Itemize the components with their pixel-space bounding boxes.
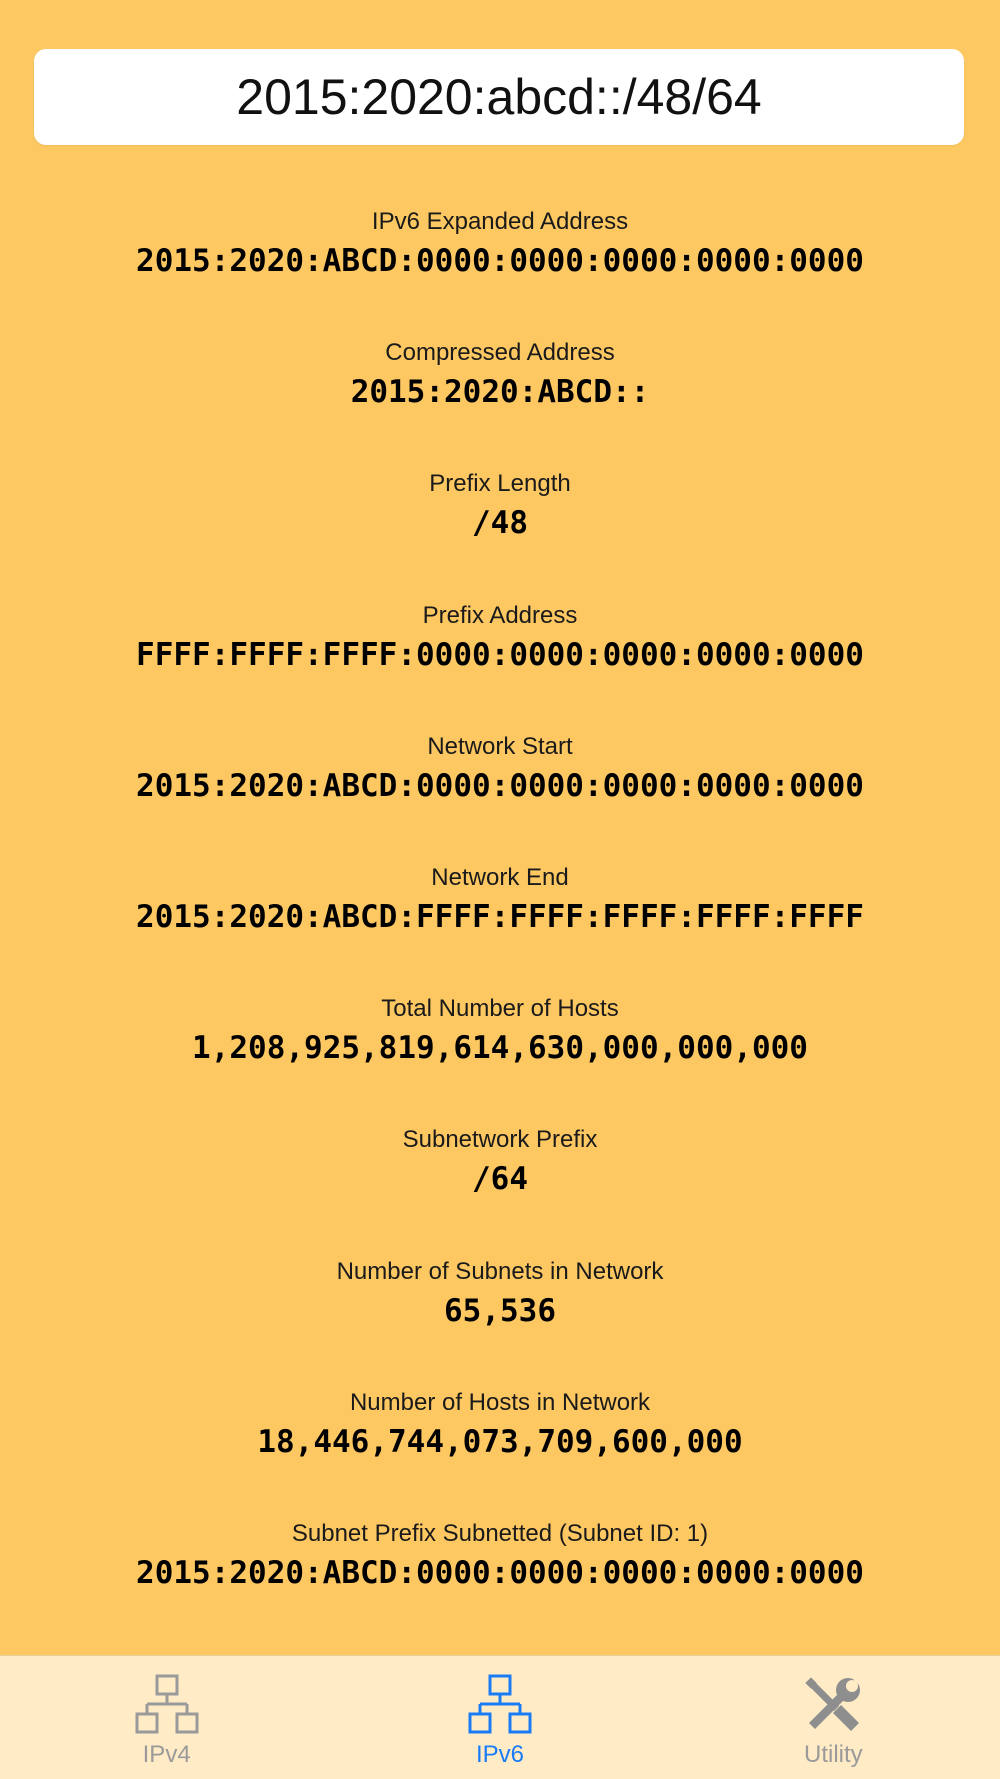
result-label: Subnet Prefix Subnetted (Subnet ID: 1) xyxy=(291,1519,709,1547)
address-input-container[interactable] xyxy=(34,49,964,145)
network-icon xyxy=(465,1672,535,1738)
tab-utility[interactable] xyxy=(667,1656,1000,1779)
result-value: /64 xyxy=(472,1161,528,1198)
result-label: IPv6 Expanded Address xyxy=(371,208,629,235)
tab-bar xyxy=(0,1655,1000,1779)
result-network-end xyxy=(0,861,1000,992)
tab-label: IPv6 xyxy=(475,1741,524,1768)
result-subnetwork-prefix xyxy=(0,1123,1000,1254)
tools-icon xyxy=(798,1672,868,1738)
result-compressed-address xyxy=(0,336,1000,467)
tab-label: IPv4 xyxy=(142,1741,191,1768)
result-label: Network Start xyxy=(427,732,573,760)
result-value: FFFF:FFFF:FFFF:0000:0000:0000:0000:0000 xyxy=(136,636,864,673)
result-subnet-prefix-subnetted xyxy=(0,1517,1000,1648)
result-value: 2015:2020:ABCD:0000:0000:0000:0000:0000 xyxy=(136,1554,864,1591)
result-subnets-in-network xyxy=(0,1255,1000,1386)
result-label: Number of Hosts in Network xyxy=(349,1388,651,1416)
result-network-start xyxy=(0,730,1000,861)
tab-ipv4[interactable] xyxy=(0,1656,333,1779)
result-value: 18,446,744,073,709,600,000 xyxy=(257,1423,743,1460)
result-hosts-in-network xyxy=(0,1386,1000,1517)
address-input[interactable] xyxy=(34,49,964,145)
result-label: Prefix Length xyxy=(429,470,571,498)
result-label: Total Number of Hosts xyxy=(381,995,619,1023)
result-value: 65,536 xyxy=(444,1292,556,1329)
result-value: 2015:2020:ABCD:FFFF:FFFF:FFFF:FFFF:FFFF xyxy=(136,898,864,935)
result-label: Compressed Address xyxy=(385,339,615,367)
result-value: 2015:2020:ABCD:0000:0000:0000:0000:0000 xyxy=(136,243,864,279)
result-label: Subnetwork Prefix xyxy=(402,1126,598,1154)
tab-label: Utility xyxy=(803,1741,863,1768)
result-prefix-length xyxy=(0,467,1000,598)
result-prefix-address xyxy=(0,599,1000,730)
result-value: /48 xyxy=(472,505,528,542)
tab-ipv6[interactable] xyxy=(333,1656,666,1779)
result-total-hosts xyxy=(0,992,1000,1123)
network-icon xyxy=(132,1672,202,1738)
result-value: 2015:2020:ABCD:: xyxy=(350,374,650,411)
result-label: Prefix Address xyxy=(422,601,578,629)
result-expanded-address xyxy=(0,205,1000,336)
result-label: Number of Subnets in Network xyxy=(336,1257,664,1285)
result-value: 1,208,925,819,614,630,000,000,000 xyxy=(192,1030,808,1067)
results-list xyxy=(0,205,1000,1648)
result-value: 2015:2020:ABCD:0000:0000:0000:0000:0000 xyxy=(136,767,864,804)
result-label: Network End xyxy=(431,863,569,891)
